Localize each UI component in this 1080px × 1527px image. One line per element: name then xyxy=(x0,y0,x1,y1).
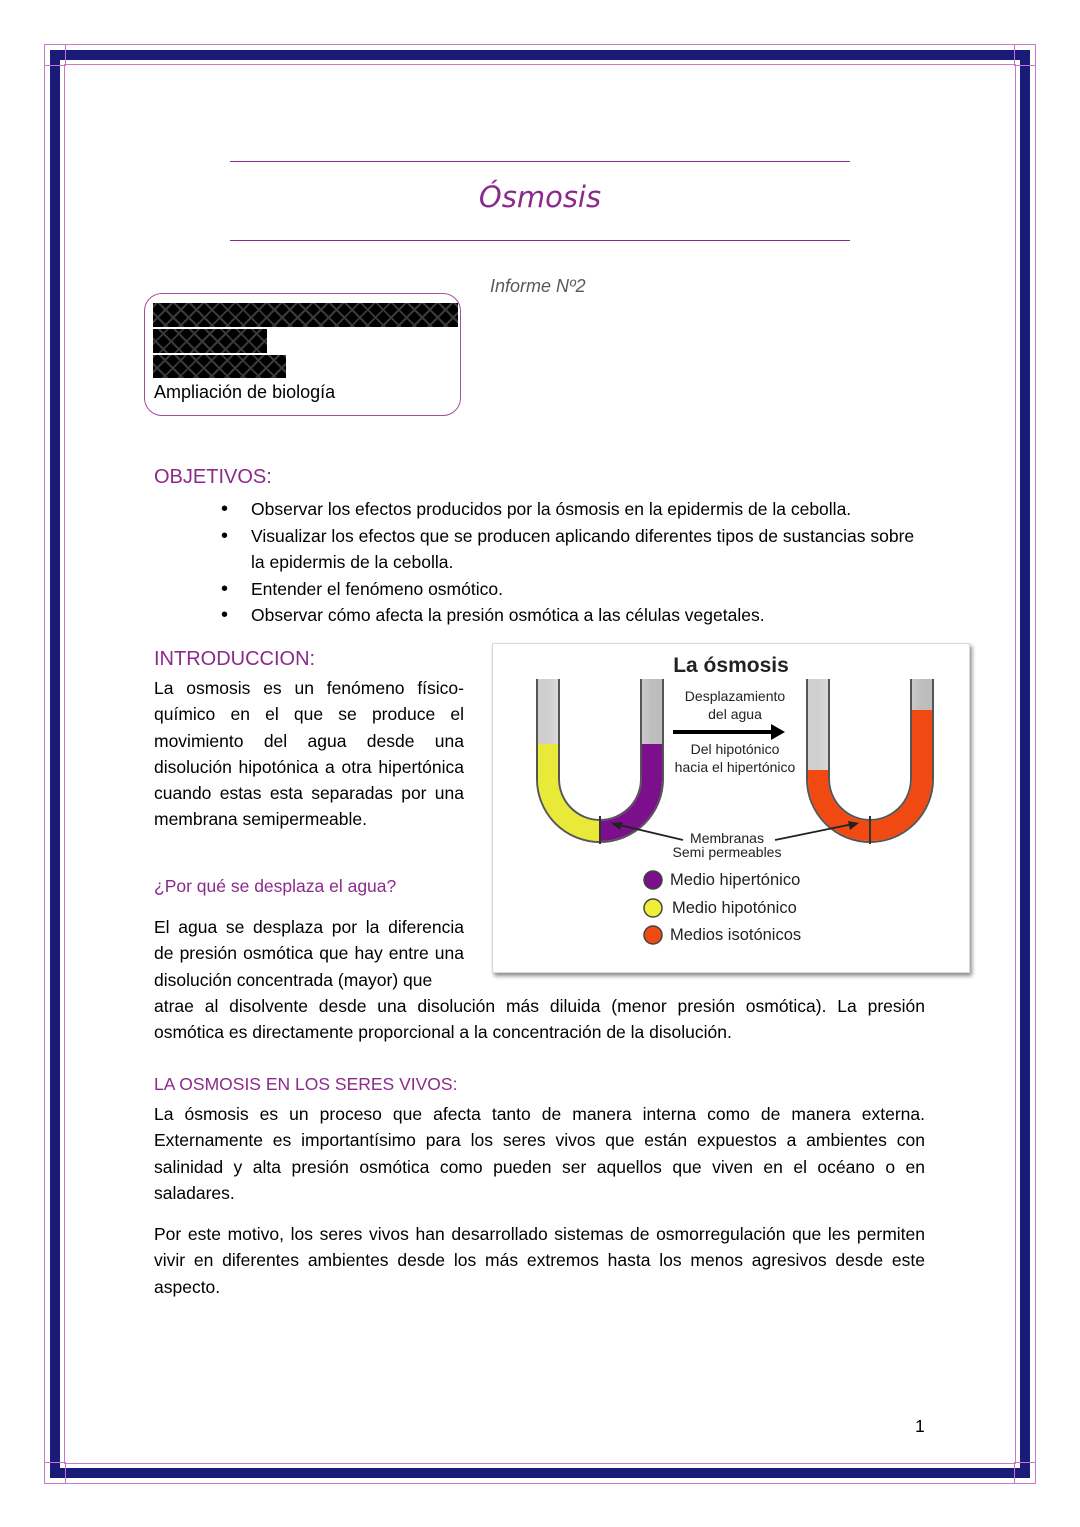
course-name: Ampliación de biología xyxy=(154,382,336,402)
border-corner xyxy=(1014,1462,1036,1484)
direction-label-1: Del hipotónico xyxy=(690,741,780,757)
living-beings-paragraph-2: Por este motivo, los seres vivos han desarrollado sistemas de osmorregulación que les permiten vivir en diferentes ambientes desde los más extremos hasta los menos agresivos desde este aspecto. xyxy=(154,1224,925,1297)
osmosis-figure xyxy=(492,643,970,973)
isotonic-fluid xyxy=(818,710,922,831)
membrane-label-1: Membranas xyxy=(690,830,764,846)
u-tube-right xyxy=(818,679,922,844)
figure-legend xyxy=(644,871,801,944)
flow-arrowhead xyxy=(771,724,785,740)
border-corner xyxy=(1014,44,1036,66)
page-title: Ósmosis xyxy=(478,180,602,214)
legend-dot-isotonic xyxy=(644,926,662,944)
legend-dot-hypertonic xyxy=(644,871,662,889)
list-item: • Entender el fenómeno osmótico. xyxy=(251,576,931,603)
redacted-line xyxy=(153,355,286,378)
u-tube-left xyxy=(548,679,652,844)
direction-label-2: hacia el hipertónico xyxy=(674,759,796,775)
arrow-label-2: del agua xyxy=(708,706,762,722)
hypotonic-fluid xyxy=(548,744,600,831)
introduction-heading: INTRODUCCION: xyxy=(154,648,316,670)
border-corner xyxy=(44,44,66,66)
objectives-heading: OBJETIVOS: xyxy=(154,466,272,488)
report-number: Informe Nº2 xyxy=(490,276,586,296)
legend-dot-hypotonic xyxy=(644,899,662,917)
title-rule-bottom xyxy=(230,240,850,241)
redacted-line xyxy=(153,329,267,353)
osmosis-diagram xyxy=(493,644,971,974)
question-heading: ¿Por qué se desplaza el agua? xyxy=(154,876,397,896)
legend-label-isotonic: Medios isotónicos xyxy=(670,926,802,944)
title-rule-top xyxy=(230,161,850,162)
arrow-label-1: Desplazamiento xyxy=(684,688,786,704)
legend-label-hypertonic: Medio hipertónico xyxy=(670,871,801,889)
living-beings-heading: LA OSMOSIS EN LOS SERES VIVOS: xyxy=(154,1074,458,1094)
introduction-paragraph: La osmosis es un fenómeno físico-químico en el que se produce el movimiento del agua desde una disolución hipotónica a otra hipertónica cuando estas esta separadas por una membrana semipermeable. xyxy=(154,678,464,830)
list-item: • Observar los efectos producidos por la ósmosis en la epidermis de la cebolla. xyxy=(251,496,931,523)
hypertonic-fluid xyxy=(600,744,652,831)
list-item: • Visualizar los efectos que se producen aplicando diferentes tipos de sustancias sobre la epidermis de la cebolla. xyxy=(251,523,931,576)
list-item: • Observar cómo afecta la presión osmótica a las células vegetales. xyxy=(251,602,931,629)
membrane-label-2: Semi permeables xyxy=(672,844,782,860)
page-number: 1 xyxy=(915,1416,925,1436)
pressure-paragraph-start: El agua se desplaza por la diferencia de presión osmótica que hay entre una disolución concentrada (mayor) que xyxy=(154,917,464,990)
redacted-name xyxy=(153,303,458,327)
living-beings-paragraph-1: La ósmosis es un proceso que afecta tanto de manera interna como de manera externa. Externamente es importantísimo para los seres vivos que están expuestos a ambientes con salinidad y alta presión osmótica como pueden ser aquellos que viven en el océano o en saladares. xyxy=(154,1104,925,1203)
figure-title: La ósmosis xyxy=(673,654,789,677)
border-corner xyxy=(44,1462,66,1484)
objectives-list xyxy=(251,496,931,629)
pressure-paragraph-end: atrae al disolvente desde una disolución más diluida (menor presión osmótica). La presión osmótica es directamente proporcional a la concentración de la disolución. xyxy=(154,996,925,1043)
legend-label-hypotonic: Medio hipotónico xyxy=(672,899,797,917)
